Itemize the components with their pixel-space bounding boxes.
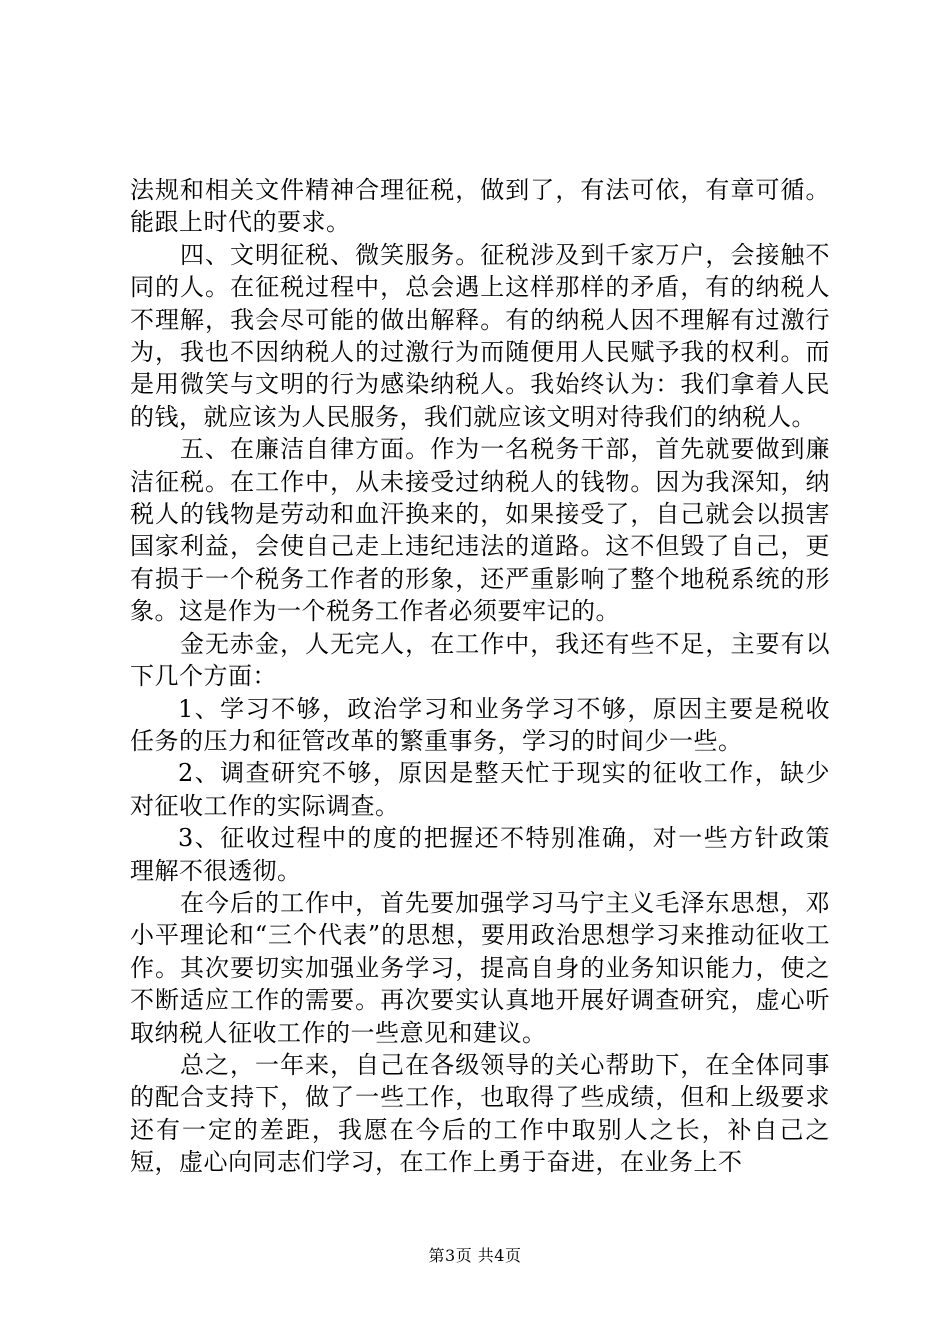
paragraph-continuation: 法规和相关文件精神合理征税，做到了，有法可依，有章可循。能跟上时代的要求。	[130, 176, 830, 237]
list-item-shortcoming-2: 2、调查研究不够，原因是整天忙于现实的征收工作，缺少对征收工作的实际调查。	[130, 759, 830, 820]
page-number-footer: 第3页 共4页	[428, 1246, 522, 1265]
paragraph-section-five: 五、在廉洁自律方面。作为一名税务干部，首先就要做到廉洁征税。在工作中，从未接受过纳税人的钱物。因为我深知，纳税人的钱物是劳动和血汗换来的，如果接受了，自己就会以损害国家利益，会使自己走上违纪违法的道路。这不但毁了自己，更有损于一个税务工作者的形象，还严重影响了整个地税系统的形象。这是作为一个税务工作者必须要牢记的。	[130, 435, 830, 626]
paragraph-shortcomings-intro: 金无赤金，人无完人，在工作中，我还有些不足，主要有以下几个方面：	[130, 629, 830, 691]
list-item-shortcoming-1: 1、学习不够，政治学习和业务学习不够，原因主要是税收任务的压力和征管改革的繁重事务，学习的时间少一些。	[130, 694, 830, 755]
paragraph-summary: 总之，一年来，自己在各级领导的关心帮助下，在全体同事的配合支持下，做了一些工作，也取得了些成绩，但和上级要求还有一定的差距，我愿在今后的工作中取别人之长，补自己之短，虚心向同志们学习，在工作上勇于奋进，在业务上不	[130, 1050, 830, 1177]
list-item-shortcoming-3: 3、征收过程中的度的把握还不特别准确，对一些方针政策理解不很透彻。	[130, 824, 830, 885]
paragraph-future-plans: 在今后的工作中，首先要加强学习马宁主义毛泽东思想，邓小平理论和“三个代表”的思想，要用政治思想学习来推动征收工作。其次要切实加强业务学习，提高自身的业务知识能力，使之不断适应工作的需要。再次要实认真地开展好调查研究，虚心听取纳税人征收工作的一些意见和建议。	[130, 888, 830, 1047]
document-body	[130, 174, 830, 1179]
paragraph-section-four: 四、文明征税、微笑服务。征税涉及到千家万户，会接触不同的人。在征税过程中，总会遇上这样那样的矛盾，有的纳税人不理解，我会尽可能的做出解释。有的纳税人因不理解有过激行为，我也不因纳税人的过激行为而随便用人民赋予我的权利。而是用微笑与文明的行为感染纳税人。我始终认为：我们拿着人民的钱，就应该为人民服务，我们就应该文明对待我们的纳税人。	[130, 240, 830, 431]
